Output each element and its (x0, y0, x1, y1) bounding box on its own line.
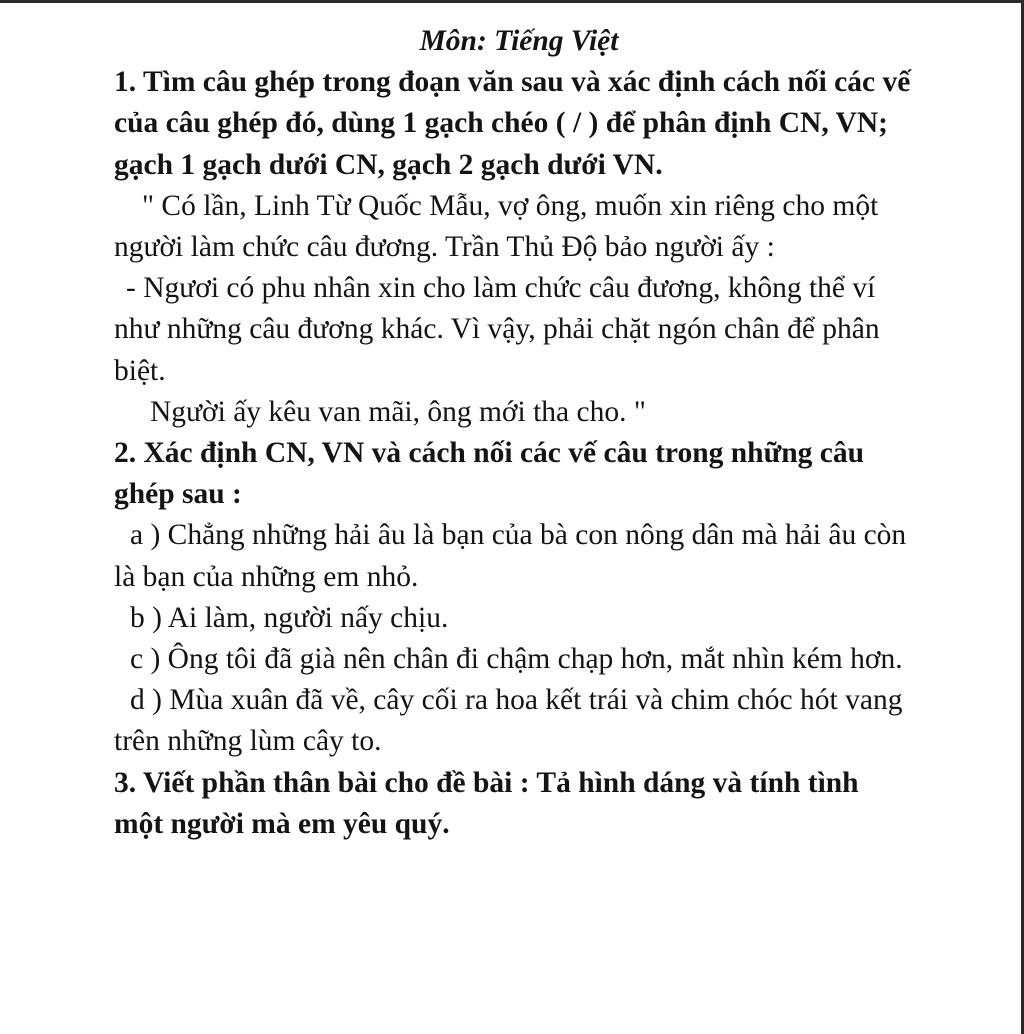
question-2-item-b: b ) Ai làm, người nấy chịu. (130, 601, 449, 634)
question-2-item-c: c ) Ông tôi đã già nên chân đi chậm chạp hơn, mắt nhìn kém hơn. (130, 643, 903, 676)
question-3-prompt: 3. Viết phần thân bài cho đề bài : Tả hình dáng và tính tình một người mà em yêu quý. (114, 766, 859, 840)
question-1-prompt: 1. Tìm câu ghép trong đoạn văn sau và xác định cách nối các vế của câu ghép đó, dùng 1 gạch chéo ( / ) để phân định CN, VN; gạch 1 gạch dưới CN, gạch 2 gạch dưới VN. (114, 66, 911, 181)
question-2-prompt: 2. Xác định CN, VN và cách nối các vế câu trong những câu ghép sau : (114, 437, 865, 511)
question-2-item-d: d ) Mùa xuân đã về, cây cối ra hoa kết trái và chim chóc hót vang trên những lùm cây to. (114, 684, 903, 758)
subject-title: Môn: Tiếng Việt (419, 25, 619, 57)
passage-paragraph-3: Người ấy kêu van mãi, ông mới tha cho. " (150, 395, 646, 428)
passage-paragraph-1: " Có lần, Linh Từ Quốc Mẫu, vợ ông, muốn xin riêng cho một người làm chức câu đương. Trần Thủ Độ bảo người ấy : (114, 189, 879, 264)
question-2-item-a: a ) Chẳng những hải âu là bạn của bà con nông dân mà hải âu còn là bạn của những em nhỏ. (114, 519, 907, 593)
worksheet-page (114, 21, 914, 845)
passage-paragraph-2: - Ngươi có phu nhân xin cho làm chức câu đương, không thể ví như những câu đương khác. Vì vậy, phải chặt ngón chân để phân biệt. (114, 272, 880, 387)
